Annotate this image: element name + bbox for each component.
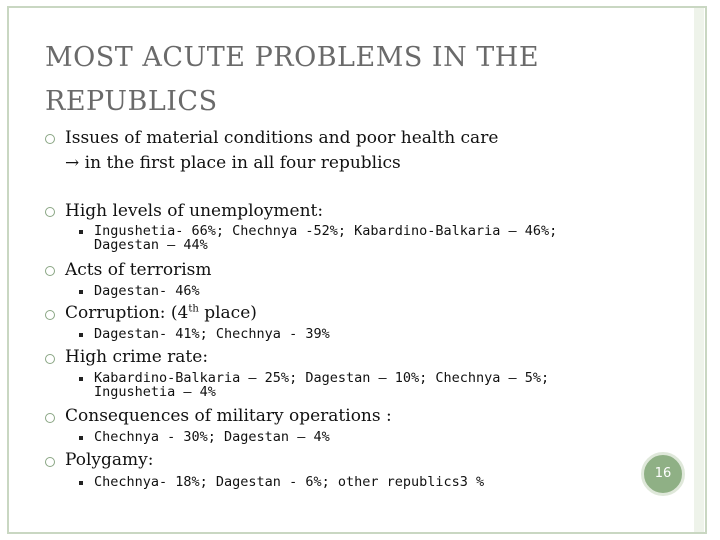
bullet-terrorism: Acts of terrorism xyxy=(65,260,212,280)
sub-bullet-icon xyxy=(79,230,83,234)
slide-frame-top xyxy=(7,6,707,8)
slide-frame-left xyxy=(7,6,9,534)
sub-bullet-unemployment-line2: Dagestan – 44% xyxy=(94,237,208,253)
bullet-health-care: Issues of material conditions and poor health care xyxy=(65,128,499,148)
bullet-icon xyxy=(45,266,55,276)
slide-title-line-1: MOST ACUTE PROBLEMS IN THE xyxy=(45,42,540,73)
sub-bullet-icon xyxy=(79,436,83,440)
slide-title-line-2: REPUBLICS xyxy=(45,86,218,117)
page-number-badge: 16 xyxy=(641,452,685,496)
bullet-corruption-pre: Corruption: (4 xyxy=(65,303,189,323)
bullet-icon xyxy=(45,134,55,144)
sub-bullet-terrorism: Dagestan- 46% xyxy=(94,283,200,299)
sub-bullet-icon xyxy=(79,377,83,381)
sub-bullet-icon xyxy=(79,333,83,337)
bullet-icon xyxy=(45,310,55,320)
decorative-side-band xyxy=(694,8,704,532)
bullet-polygamy: Polygamy: xyxy=(65,450,154,470)
sub-bullet-polygamy: Chechnya- 18%; Dagestan - 6%; other republics3 % xyxy=(94,474,485,490)
sub-bullet-military: Chechnya - 30%; Dagestan – 4% xyxy=(94,429,330,445)
bullet-unemployment: High levels of unemployment: xyxy=(65,201,324,221)
slide-frame-right xyxy=(705,6,707,534)
bullet-corruption xyxy=(65,303,257,323)
bullet-crime-rate: High crime rate: xyxy=(65,347,209,367)
sub-bullet-icon xyxy=(79,481,83,485)
slide-title xyxy=(45,36,645,124)
sub-bullet-crime-line1: Kabardino-Balkaria – 25%; Dagestan – 10%; Chechnya – 5%; xyxy=(94,370,550,386)
sub-bullet-icon xyxy=(79,290,83,294)
sub-bullet-crime-line2: Ingushetia – 4% xyxy=(94,384,216,400)
bullet-icon xyxy=(45,207,55,217)
bullet-corruption-post: place) xyxy=(198,303,257,323)
sub-bullet-corruption: Dagestan- 41%; Chechnya - 39% xyxy=(94,326,330,342)
bullet-corruption-sup: th xyxy=(188,303,199,315)
bullet-military-operations: Consequences of military operations : xyxy=(65,406,392,426)
bullet-icon xyxy=(45,354,55,364)
bullet-icon xyxy=(45,457,55,467)
bullet-health-care-continuation: → in the first place in all four republics xyxy=(65,153,401,173)
slide-frame-bottom xyxy=(7,532,707,534)
bullet-icon xyxy=(45,413,55,423)
sub-bullet-unemployment-line1: Ingushetia- 66%; Chechnya -52%; Kabardino-Balkaria – 46%; xyxy=(94,223,558,239)
